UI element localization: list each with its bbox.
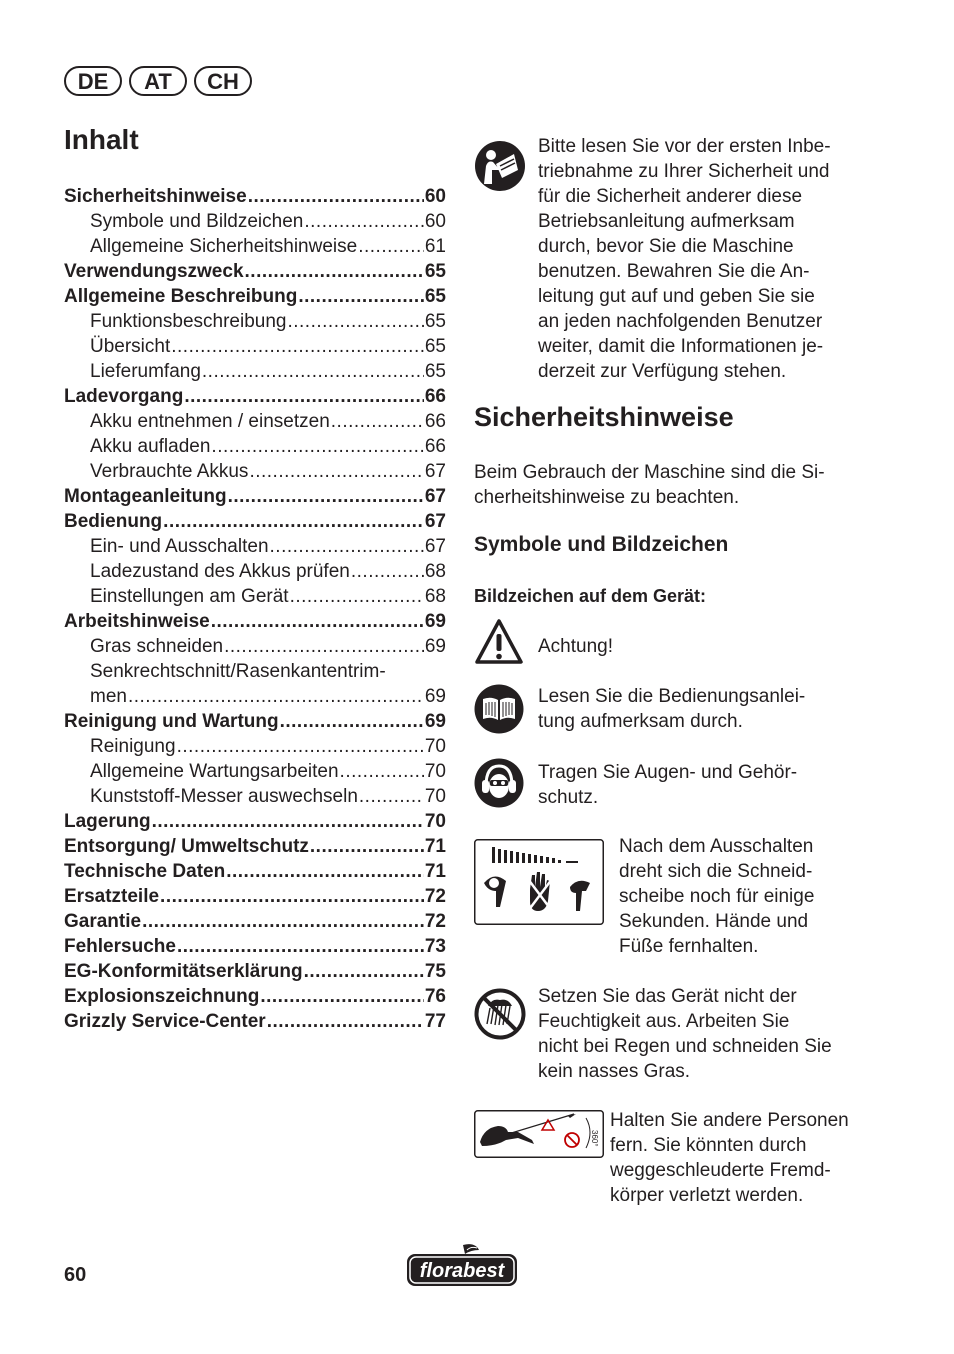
toc-entry-label: Senkrechtschnitt/Rasenkantentrim- (90, 661, 386, 682)
toc-entry-page: 66 (424, 436, 446, 457)
intro-line: leitung gut auf und geben Sie sie (538, 286, 815, 307)
toc-leader-dots (228, 484, 424, 509)
toc-leader-dots (152, 809, 424, 834)
toc-entry-label: Grizzly Service-Center (64, 1011, 266, 1032)
toc-leader-dots (249, 459, 423, 484)
toc-entry-label: Allgemeine Beschreibung (64, 286, 298, 307)
toc-leader-dots (290, 584, 424, 609)
toc-entry-page: 60 (424, 186, 446, 207)
toc-entry[interactable] (64, 784, 446, 809)
toc-entry[interactable] (64, 184, 446, 209)
toc-entry-label: Symbole und Bildzeichen (90, 211, 304, 232)
toc-entry-label: Fehlersuche (64, 936, 176, 957)
page-number: 60 (64, 1264, 87, 1286)
device-symbols-label: Bildzeichen auf dem Gerät: (474, 586, 707, 606)
toc-entry[interactable] (64, 284, 446, 309)
toc-entry-label: Kunststoff-Messer auswechseln (90, 786, 358, 807)
toc-entry[interactable] (64, 909, 446, 934)
toc-entry[interactable] (64, 609, 446, 634)
toc-entry-page: 76 (424, 986, 446, 1007)
symbol-text-line: weggeschleuderte Fremd- (610, 1160, 831, 1181)
toc-entry[interactable] (64, 309, 446, 334)
toc-leader-dots (245, 259, 424, 284)
toc-entry-page: 65 (424, 311, 446, 332)
toc-leader-dots (177, 934, 424, 959)
toc-entry[interactable] (64, 359, 446, 384)
toc-entry[interactable] (64, 759, 446, 784)
symbol-text-line: schutz. (538, 787, 599, 808)
symbol-text-line: dreht sich die Schneid- (619, 861, 813, 882)
symbol-text-line: Halten Sie andere Personen (610, 1110, 849, 1131)
toc-entry-page: 66 (424, 386, 446, 407)
safety-text-line: cherheitshinweise zu beachten. (474, 487, 740, 508)
toc-leader-dots (287, 309, 423, 334)
toc-entry-page: 65 (424, 361, 446, 382)
country-badge-de: DE (64, 66, 122, 96)
symbols-heading: Symbole und Bildzeichen (474, 533, 729, 556)
toc-entry-label: Ein- und Ausschalten (90, 536, 269, 557)
intro-line: triebnahme zu Ihrer Sicherheit und (538, 161, 830, 182)
safety-heading: Sicherheitshinweise (474, 402, 734, 432)
toc-entry[interactable] (64, 484, 446, 509)
toc-entry[interactable] (64, 984, 446, 1009)
intro-line: benutzen. Bewahren Sie die An- (538, 261, 810, 282)
symbol-text-line: fern. Sie könnten durch (610, 1135, 807, 1156)
toc-entry[interactable] (64, 1009, 446, 1034)
toc-entry-label: Akku aufladen (90, 436, 211, 457)
label-360: 360° (590, 1130, 599, 1147)
intro-line: durch, bevor Sie die Maschine (538, 236, 794, 257)
symbol-text-line: Achtung! (538, 636, 613, 657)
toc-title: Inhalt (64, 124, 139, 155)
keep-distance-icon (474, 1110, 604, 1163)
toc-leader-dots (211, 434, 423, 459)
intro-line: für die Sicherheit anderer diese (538, 186, 803, 207)
toc-entry-page: 67 (424, 461, 446, 482)
toc-entry-label: Verwendungszweck (64, 261, 244, 282)
toc-entry-label: Einstellungen am Gerät (90, 586, 289, 607)
no-rain-icon (474, 988, 526, 1045)
toc-entry-page: 67 (424, 536, 446, 557)
toc-entry[interactable] (64, 634, 446, 659)
toc-entry-label: Reinigung und Wartung (64, 711, 279, 732)
toc-leader-dots (280, 709, 424, 734)
symbol-text-line: Füße fernhalten. (619, 936, 759, 957)
symbol-text-line: Lesen Sie die Bedienungsanlei- (538, 686, 806, 707)
toc-entry[interactable] (64, 509, 446, 534)
toc-entry-label: Garantie (64, 911, 142, 932)
country-badge-at: AT (129, 66, 187, 96)
toc-entry-label: Lieferumfang (90, 361, 201, 382)
toc-leader-dots (177, 734, 424, 759)
toc-entry-page: 72 (424, 886, 446, 907)
toc-entry-label: Ladezustand des Akkus prüfen (90, 561, 350, 582)
toc-entry-page: 67 (424, 486, 446, 507)
toc-leader-dots (310, 834, 424, 859)
toc-entry-label: Ersatzteile (64, 886, 160, 907)
toc-entry[interactable] (64, 534, 446, 559)
toc-entry[interactable] (64, 259, 446, 284)
toc-entry-page: 71 (424, 861, 446, 882)
toc-entry-label: Funktionsbeschreibung (90, 311, 287, 332)
toc-entry-page: 70 (424, 811, 446, 832)
toc-entry[interactable] (64, 409, 446, 434)
toc-entry-label: Entsorgung/ Umweltschutz (64, 836, 309, 857)
toc-entry-label: Technische Daten (64, 861, 226, 882)
toc-leader-dots (128, 684, 424, 709)
toc-leader-dots (171, 334, 424, 359)
symbol-text-4 (619, 834, 869, 959)
toc-entry[interactable] (64, 234, 446, 259)
symbol-text-2 (538, 684, 868, 734)
toc-entry-page: 70 (424, 761, 446, 782)
symbol-text-line: Setzen Sie das Gerät nicht der (538, 986, 797, 1007)
symbol-text-line: nicht bei Regen und schneiden Sie (538, 1036, 832, 1057)
toc-entry-page: 65 (424, 286, 446, 307)
read-manual-person-icon (474, 140, 526, 197)
toc-entry-label: Montageanleitung (64, 486, 227, 507)
toc-entry[interactable] (64, 459, 446, 484)
read-manual-icon (474, 684, 524, 739)
toc-entry[interactable] (64, 884, 446, 909)
toc-leader-dots (351, 559, 424, 584)
toc-leader-dots (202, 359, 424, 384)
toc-entry-label: men (90, 686, 127, 707)
toc-entry[interactable] (64, 434, 446, 459)
intro-line: weiter, damit die Informationen je- (538, 336, 824, 357)
toc-leader-dots (142, 909, 424, 934)
intro-line: derzeit zur Verfügung stehen. (538, 361, 787, 382)
toc-entry-label: Allgemeine Wartungsarbeiten (90, 761, 339, 782)
symbol-text-line: körper verletzt werden. (610, 1185, 804, 1206)
toc-entry-label: Bedienung (64, 511, 163, 532)
toc-entry-label: EG-Konformitätserklärung (64, 961, 303, 982)
toc-entry-label: Allgemeine Sicherheitshinweise (90, 236, 358, 257)
toc-leader-dots (248, 184, 424, 209)
toc-entry-page: 60 (424, 211, 446, 232)
toc-entry[interactable] (64, 209, 446, 234)
symbol-text-line: scheibe noch für einige (619, 886, 815, 907)
intro-line: Bitte lesen Sie vor der ersten Inbe- (538, 136, 831, 157)
toc-leader-dots (163, 509, 424, 534)
toc-entry-page: 69 (424, 711, 446, 732)
toc-entry-page: 68 (424, 561, 446, 582)
safety-text-line: Beim Gebrauch der Maschine sind die Si- (474, 462, 825, 483)
toc-entry-page: 65 (424, 261, 446, 282)
toc-entry-page: 68 (424, 586, 446, 607)
toc-leader-dots (358, 234, 424, 259)
toc-leader-dots (304, 209, 424, 234)
toc-entry[interactable] (64, 659, 446, 684)
symbol-text-line: Tragen Sie Augen- und Gehör- (538, 762, 798, 783)
toc-entry-page: 66 (424, 411, 446, 432)
toc-entry[interactable] (64, 959, 446, 984)
toc-entry-label: Verbrauchte Akkus (90, 461, 249, 482)
toc-entry[interactable] (64, 559, 446, 584)
toc-entry-label: Arbeitshinweise (64, 611, 210, 632)
symbol-text-line: Nach dem Ausschalten (619, 836, 814, 857)
symbol-text-line: tung aufmerksam durch. (538, 711, 743, 732)
toc-entry-page: 71 (424, 836, 446, 857)
toc-entry-page: 69 (424, 611, 446, 632)
toc-leader-dots (331, 409, 424, 434)
toc-leader-dots (224, 634, 424, 659)
symbol-text-3 (538, 760, 868, 810)
toc-entry-page: 69 (424, 686, 446, 707)
toc-entry[interactable] (64, 834, 446, 859)
toc-leader-dots (298, 284, 424, 309)
toc-entry-page: 67 (424, 511, 446, 532)
intro-text (538, 134, 868, 384)
symbol-text-line: Feuchtigkeit aus. Arbeiten Sie (538, 1011, 790, 1032)
toc-entry[interactable] (64, 809, 446, 834)
table-of-contents (64, 184, 446, 1034)
toc-entry-label: Übersicht (90, 336, 171, 357)
toc-entry-label: Reinigung (90, 736, 176, 757)
toc-leader-dots (340, 759, 424, 784)
toc-leader-dots (267, 1009, 424, 1034)
toc-leader-dots (184, 384, 424, 409)
toc-leader-dots (270, 534, 424, 559)
toc-entry-page: 75 (424, 961, 446, 982)
toc-entry-label: Sicherheitshinweise (64, 186, 247, 207)
symbol-text-line: Sekunden. Hände und (619, 911, 809, 932)
intro-line: an jeden nachfolgenden Benutzer (538, 311, 823, 332)
toc-entry-page: 69 (424, 636, 446, 657)
toc-entry[interactable] (64, 734, 446, 759)
symbol-text-1 (538, 634, 868, 659)
brand-text: florabest (419, 1260, 505, 1282)
country-badge-ch: CH (194, 66, 252, 96)
intro-line: Betriebsanleitung aufmerksam (538, 211, 795, 232)
florabest-logo (405, 1244, 519, 1295)
toc-entry[interactable] (64, 684, 446, 709)
toc-entry[interactable] (64, 384, 446, 409)
toc-entry-page: 73 (424, 936, 446, 957)
safety-intro-text (474, 460, 874, 510)
toc-entry[interactable] (64, 934, 446, 959)
toc-entry-page: 72 (424, 911, 446, 932)
rotating-blade-hands-feet-icon (474, 839, 604, 930)
toc-entry-label: Akku entnehmen / einsetzen (90, 411, 330, 432)
toc-entry[interactable] (64, 334, 446, 359)
toc-entry-label: Lagerung (64, 811, 151, 832)
symbol-text-line: kein nasses Gras. (538, 1061, 691, 1082)
toc-leader-dots (211, 609, 424, 634)
toc-entry-page: 70 (424, 786, 446, 807)
symbol-text-5 (538, 984, 878, 1084)
toc-leader-dots (260, 984, 424, 1009)
toc-entry[interactable] (64, 584, 446, 609)
toc-entry-label: Gras schneiden (90, 636, 224, 657)
symbol-text-6 (610, 1108, 870, 1208)
toc-entry-page: 61 (424, 236, 446, 257)
toc-leader-dots (226, 859, 424, 884)
toc-entry-label: Ladevorgang (64, 386, 184, 407)
warning-triangle-icon (474, 618, 524, 671)
toc-entry-label: Explosionszeichnung (64, 986, 260, 1007)
toc-entry-page: 77 (424, 1011, 446, 1032)
toc-entry[interactable] (64, 859, 446, 884)
toc-leader-dots (359, 784, 424, 809)
toc-entry-page: 65 (424, 336, 446, 357)
toc-entry[interactable] (64, 709, 446, 734)
toc-leader-dots (160, 884, 424, 909)
toc-entry-page: 70 (424, 736, 446, 757)
toc-leader-dots (304, 959, 424, 984)
ear-eye-protection-icon (474, 758, 524, 813)
